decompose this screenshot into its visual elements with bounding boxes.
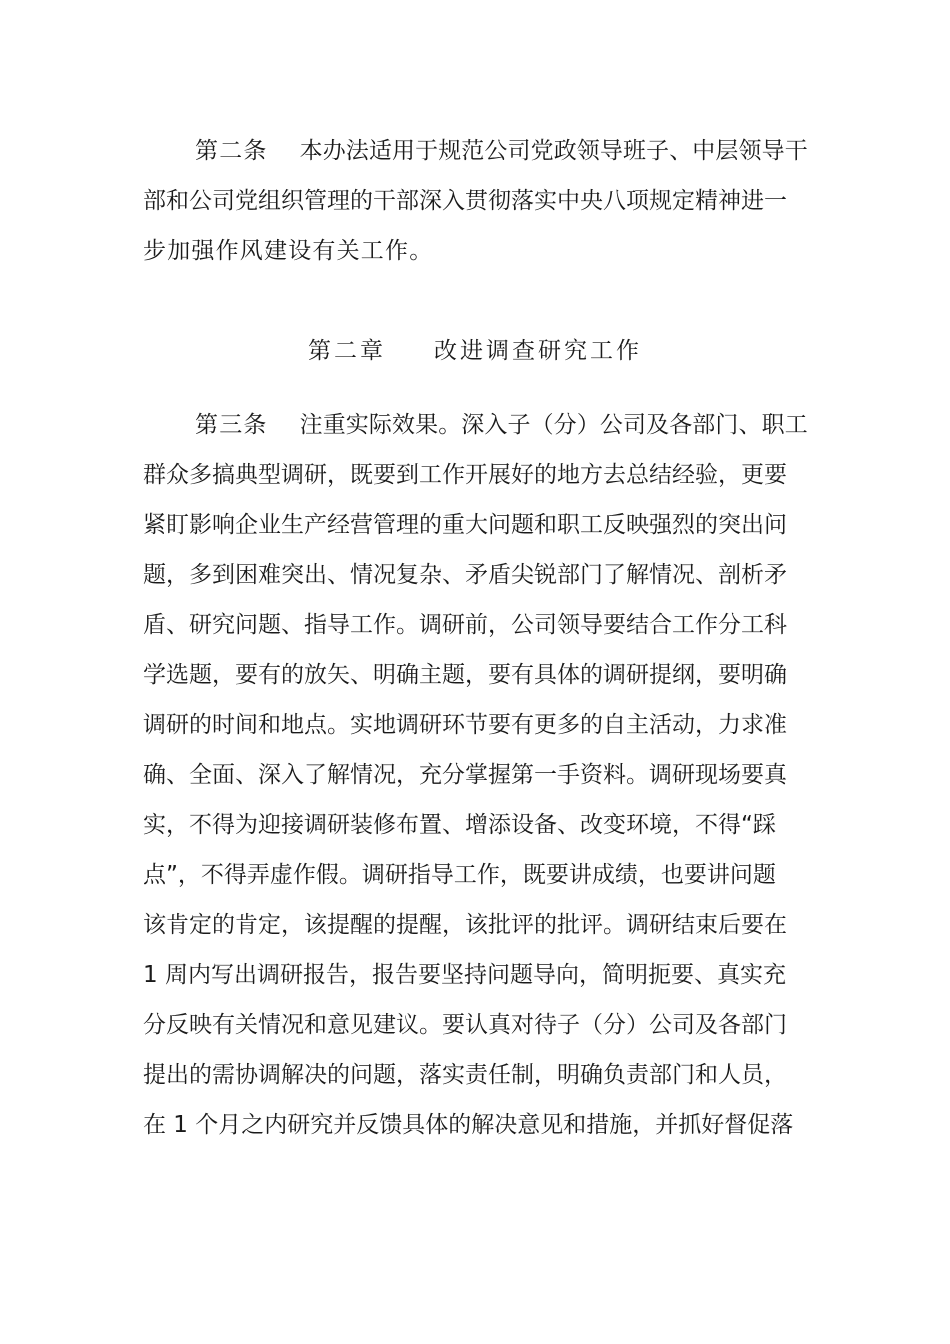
article2-label: 第二条 [195, 138, 268, 164]
article3-line-1 [195, 410, 808, 440]
article3-line-9: 实，不得为迎接调研装修布置、增添设备、改变环境，不得“踩 [143, 812, 776, 838]
chapter-heading [0, 336, 950, 366]
article2-line-3: 步加强作风建设有关工作。 [143, 238, 434, 264]
article2-text-1: 本办法适用于规范公司党政领导班子、中层领导干 [299, 138, 808, 164]
article3-line-15: 在 1 个月之内研究并反馈具体的解决意见和措施，并抓好督促落 [143, 1112, 794, 1138]
article3-line-13: 分反映有关情况和意见建议。要认真对待子（分）公司及各部门 [143, 1012, 787, 1038]
article2-line-2: 部和公司党组织管理的干部深入贯彻落实中央八项规定精神进一 [143, 188, 787, 214]
article3-line-7: 调研的时间和地点。实地调研环节要有更多的自主活动，力求准 [143, 712, 787, 738]
article3-line-5: 盾、研究问题、指导工作。调研前，公司领导要结合工作分工科 [143, 612, 787, 638]
article3-line-4: 题，多到困难突出、情况复杂、矛盾尖锐部门了解情况、剖析矛 [143, 562, 787, 588]
article3-line-12: 1 周内写出调研报告，报告要坚持问题导向，简明扼要、真实充 [143, 962, 786, 988]
article3-label: 第三条 [195, 412, 268, 438]
article3-line-11: 该肯定的肯定，该提醒的提醒，该批评的批评。调研结束后要在 [143, 912, 787, 938]
article3-line-6: 学选题，要有的放矢、明确主题，要有具体的调研提纲，要明确 [143, 662, 787, 688]
article3-line-10: 点”，不得弄虚作假。调研指导工作，既要讲成绩，也要讲问题 [143, 862, 776, 888]
article3-line-3: 紧盯影响企业生产经营管理的重大问题和职工反映强烈的突出问 [143, 512, 787, 538]
article3-line-8: 确、全面、深入了解情况，充分掌握第一手资料。调研现场要真 [143, 762, 787, 788]
chapter-number: 第二章 [308, 338, 386, 364]
article3-line-14: 提出的需协调解决的问题，落实责任制，明确负责部门和人员， [143, 1062, 787, 1088]
article2-line-1 [195, 136, 808, 166]
chapter-title: 改进调查研究工作 [434, 338, 642, 364]
article3-line-2: 群众多搞典型调研，既要到工作开展好的地方去总结经验，更要 [143, 462, 787, 488]
article3-text-1: 注重实际效果。深入子（分）公司及各部门、职工 [299, 412, 808, 438]
